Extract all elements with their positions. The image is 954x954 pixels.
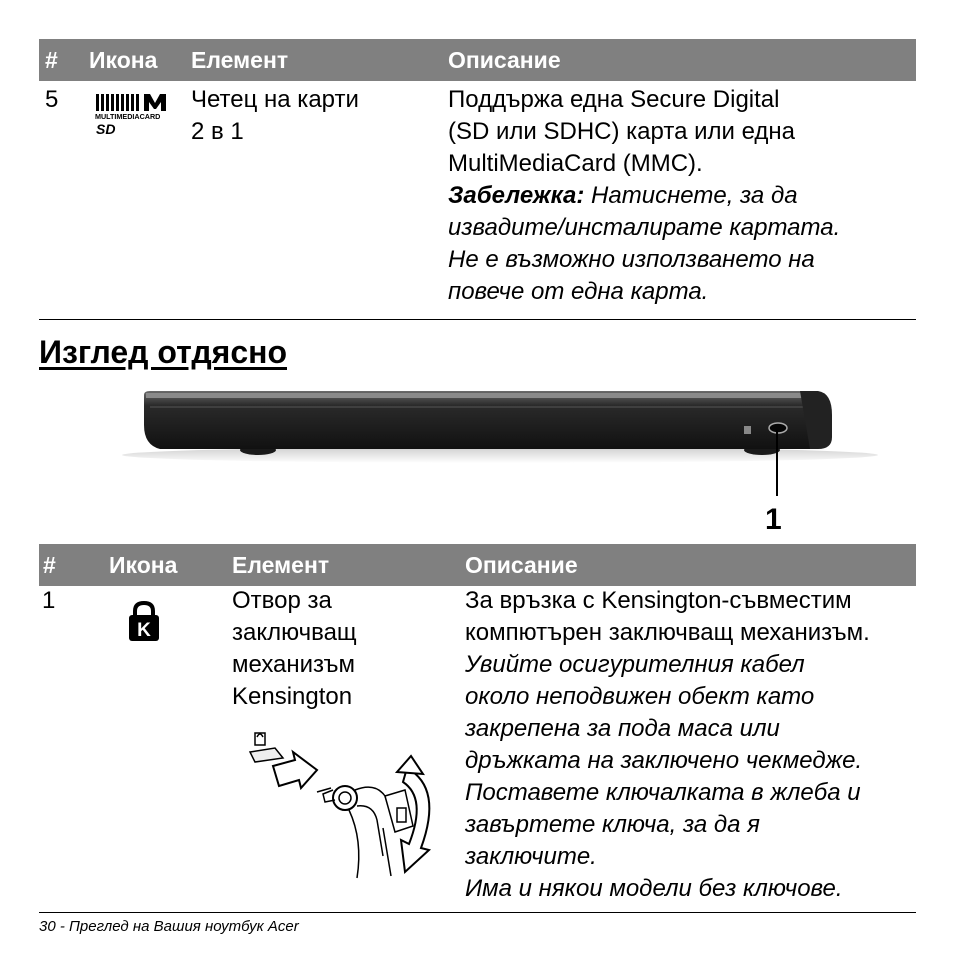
note-line: Забележка: Натиснете, за да (448, 182, 798, 209)
callout-line (776, 430, 778, 496)
table2-row-description: За връзка с Kensington-съвместим компютърен заключващ механизъм. Увийте осигурителния кабел около неподвижен обект като закрепена за пода маса или дръжката на заключено чекмедже. Поставете ключалката в жлеба и завъртете ключа, за да я заключите. Има и някои модели без ключове. (465, 587, 870, 902)
table1-row-num: 5 (45, 86, 59, 113)
table2-header-icon: Икона (109, 552, 178, 578)
section-title: Изглед отдясно (39, 334, 287, 370)
table1-header-description: Описание (448, 47, 561, 73)
table1-header-num: # (45, 47, 58, 73)
note-label: Забележка: (448, 182, 585, 209)
multimediacard-sd-icon (94, 92, 170, 138)
laptop-right-side-image (120, 385, 880, 505)
table1-header (39, 39, 916, 81)
table1-row-description: Поддържа една Secure Digital (SD или SDHC) карта или една MultiMediaCard (MMC). Забележка: Натиснете, за да извадите/инсталирате картата. Не е възможно използването на повече от една карта. (448, 86, 841, 305)
kensington-lock-installation-image (245, 730, 445, 880)
callout-number: 1 (765, 503, 782, 536)
table2-row-num: 1 (42, 587, 56, 614)
table2-header-num: # (43, 552, 56, 578)
table2-bottom-rule (39, 912, 916, 913)
svg-text:K: K (137, 620, 151, 641)
table2-row-element: Отвор за заключващ механизъм Kensington (232, 587, 357, 710)
table1-header-icon: Икона (89, 47, 158, 73)
table2-header-element: Елемент (232, 552, 330, 578)
table1-bottom-rule (39, 319, 916, 320)
svg-text:SD: SD (96, 121, 116, 137)
svg-text:MULTIMEDIACARD: MULTIMEDIACARD (95, 112, 161, 121)
kensington-lock-icon (128, 600, 160, 642)
table2-header-description: Описание (465, 552, 578, 578)
page-footer: 30 - Преглед на Вашия ноутбук Acer (39, 918, 299, 935)
table1-header-element: Елемент (191, 47, 289, 73)
table1-row-element: Четец на карти 2 в 1 (191, 86, 359, 145)
table2-header (39, 544, 916, 586)
